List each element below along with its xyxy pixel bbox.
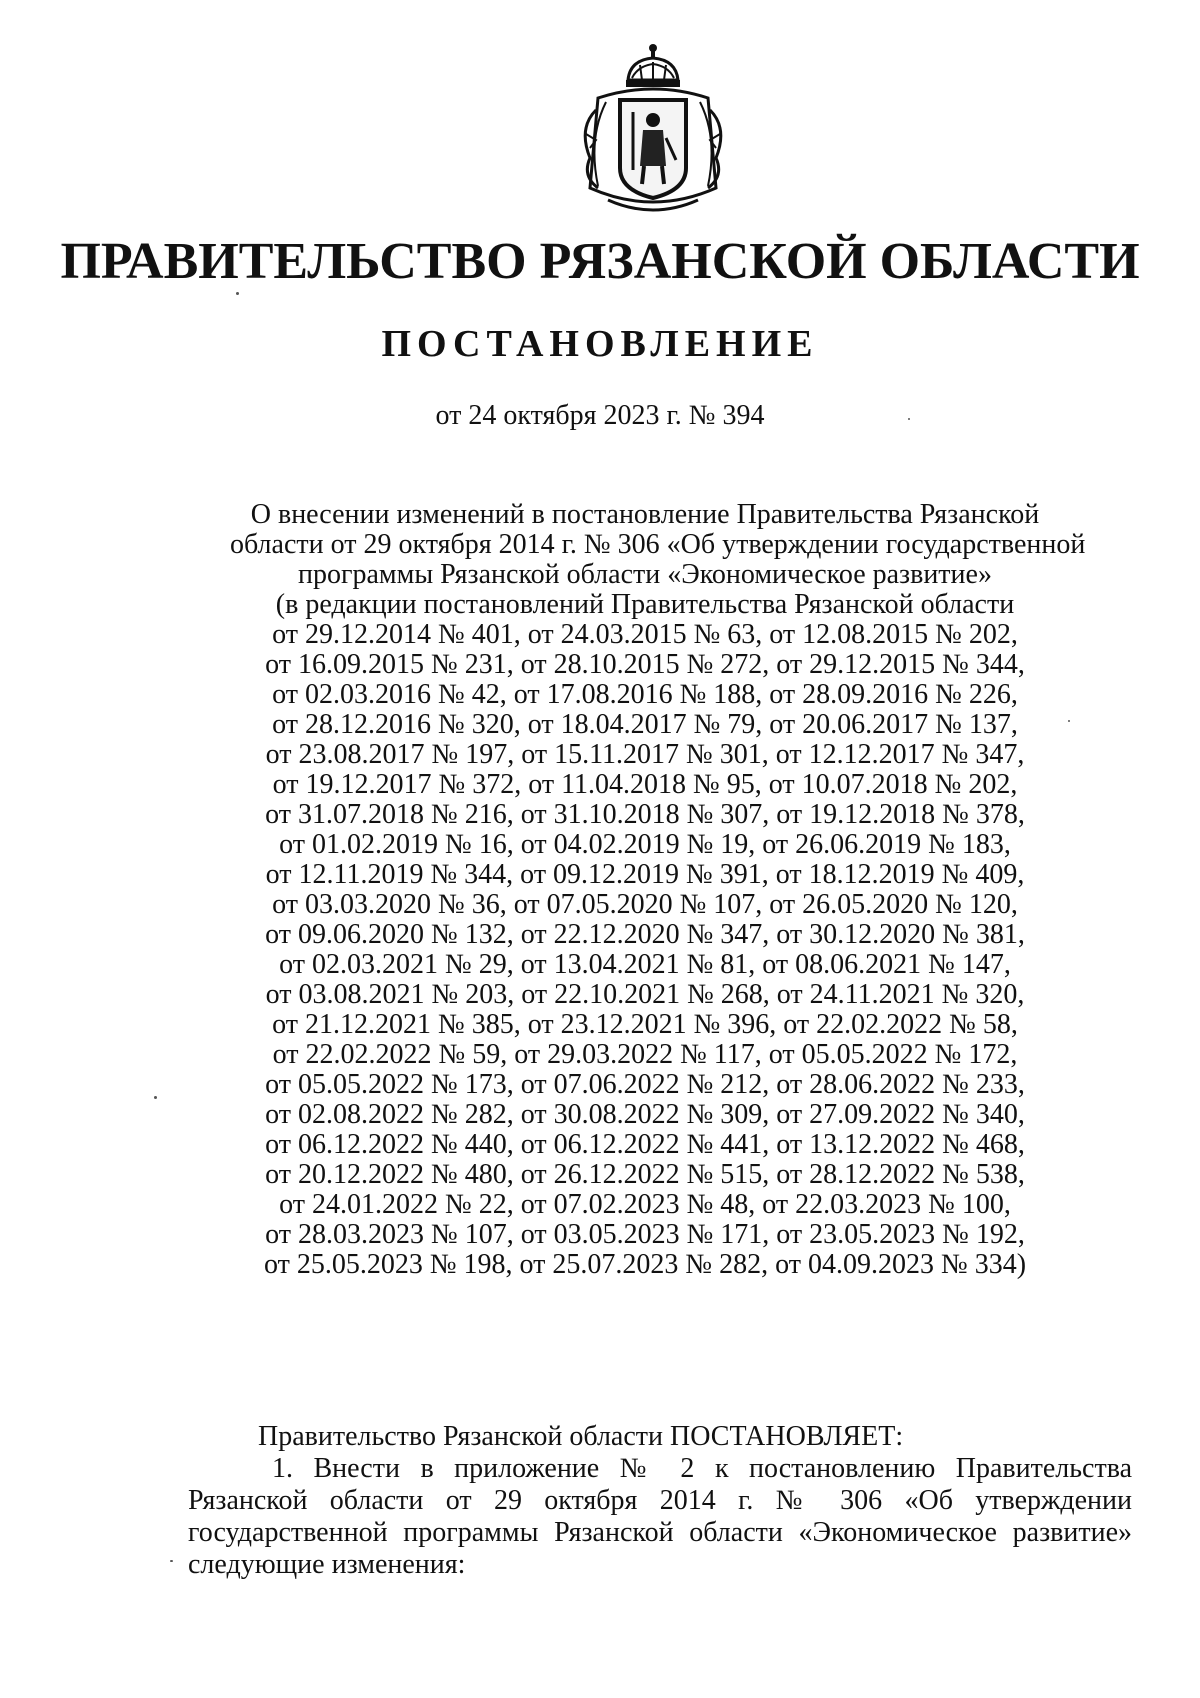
- coat-of-arms-icon: [568, 38, 738, 222]
- subject-line: от 24.01.2022 № 22, от 07.02.2023 № 48, от 22.03.2023 № 100,: [279, 1189, 1011, 1220]
- subject-line: от 01.02.2019 № 16, от 04.02.2019 № 19, от 26.06.2019 № 183,: [279, 829, 1011, 860]
- subject-line: О внесении изменений в постановление Правительства Рязанской: [250, 499, 1040, 530]
- subject-line: от 20.12.2022 № 480, от 26.12.2022 № 515, от 28.12.2022 № 538,: [265, 1159, 1025, 1190]
- subject-line: от 28.12.2016 № 320, от 18.04.2017 № 79, от 20.06.2017 № 137,: [272, 709, 1018, 740]
- resolution-item-1: 1. Внести в приложение № 2 к постановлению Правительства Рязанской области от 29 октября 2014 г. № 306 «Об утверждении государственной программы Рязанской области «Экономическое развитие» следующие изменения:: [188, 1453, 1132, 1580]
- subject-line: от 22.02.2022 № 59, от 29.03.2022 № 117, от 05.05.2022 № 172,: [272, 1039, 1018, 1070]
- document-date: от 24 октября 2023 г. № 394: [435, 400, 765, 431]
- subject-line: от 16.09.2015 № 231, от 28.10.2015 № 272, от 29.12.2015 № 344,: [265, 649, 1025, 680]
- resolution-intro: Правительство Рязанской области ПОСТАНОВЛЯЕТ:: [258, 1421, 904, 1452]
- document-subject: [230, 499, 1086, 1280]
- government-title: ПРАВИТЕЛЬСТВО РЯЗАНСКОЙ ОБЛАСТИ: [60, 233, 1140, 290]
- scan-speck: [908, 418, 910, 420]
- subject-line: от 09.06.2020 № 132, от 22.12.2020 № 347, от 30.12.2020 № 381,: [265, 919, 1025, 950]
- subject-line: от 19.12.2017 № 372, от 11.04.2018 № 95, от 10.07.2018 № 202,: [272, 769, 1018, 800]
- subject-line: от 05.05.2022 № 173, от 07.06.2022 № 212, от 28.06.2022 № 233,: [265, 1069, 1025, 1100]
- scan-speck: [1068, 720, 1070, 722]
- subject-line: от 03.08.2021 № 203, от 22.10.2021 № 268, от 24.11.2021 № 320,: [265, 979, 1025, 1010]
- subject-line: (в редакции постановлений Правительства Рязанской области: [275, 589, 1015, 620]
- subject-line: от 21.12.2021 № 385, от 23.12.2021 № 396, от 22.02.2022 № 58,: [272, 1009, 1018, 1040]
- subject-line: программы Рязанской области «Экономическое развитие»: [298, 559, 992, 590]
- subject-line: от 29.12.2014 № 401, от 24.03.2015 № 63, от 12.08.2015 № 202,: [272, 619, 1018, 650]
- scan-speck: [236, 292, 239, 295]
- subject-line: от 06.12.2022 № 440, от 06.12.2022 № 441, от 13.12.2022 № 468,: [265, 1129, 1025, 1160]
- subject-line: от 02.08.2022 № 282, от 30.08.2022 № 309, от 27.09.2022 № 340,: [265, 1099, 1025, 1130]
- subject-line: от 31.07.2018 № 216, от 31.10.2018 № 307, от 19.12.2018 № 378,: [265, 799, 1025, 830]
- subject-line: от 28.03.2023 № 107, от 03.05.2023 № 171, от 23.05.2023 № 192,: [265, 1219, 1025, 1250]
- subject-line: от 02.03.2016 № 42, от 17.08.2016 № 188, от 28.09.2016 № 226,: [272, 679, 1018, 710]
- document-type: ПОСТАНОВЛЕНИЕ: [381, 323, 819, 365]
- document-body: [188, 1421, 1132, 1581]
- subject-line: от 23.08.2017 № 197, от 15.11.2017 № 301, от 12.12.2017 № 347,: [265, 739, 1025, 770]
- subject-line: области от 29 октября 2014 г. № 306 «Об утверждении государственной: [230, 529, 1086, 560]
- subject-line: от 12.11.2019 № 344, от 09.12.2019 № 391, от 18.12.2019 № 409,: [265, 859, 1025, 890]
- subject-line: от 02.03.2021 № 29, от 13.04.2021 № 81, от 08.06.2021 № 147,: [279, 949, 1011, 980]
- subject-line: от 03.03.2020 № 36, от 07.05.2020 № 107, от 26.05.2020 № 120,: [272, 889, 1018, 920]
- scan-speck: [154, 1096, 157, 1099]
- subject-line: от 25.05.2023 № 198, от 25.07.2023 № 282, от 04.09.2023 № 334): [263, 1249, 1027, 1280]
- scan-speck: [170, 1560, 173, 1562]
